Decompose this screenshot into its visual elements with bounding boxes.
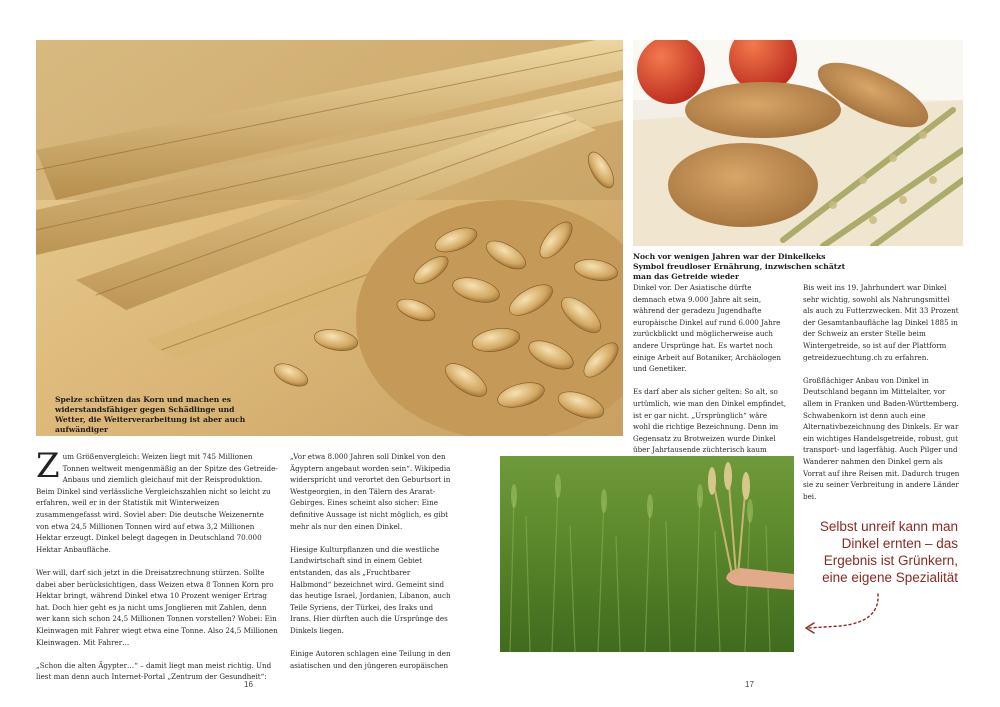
right-column-1 [633,282,786,479]
page-number-left: 16 [244,680,253,689]
pull-quote-line: Ergebnis ist Grünkern, [823,553,958,568]
paragraph: Bis weit ins 19. Jahrhundert war Dinkel sehr wichtig, sowohl als Nahrungsmittel als auch zu Futterzwecken. Mit 33 Prozent der Gesamtanbaufläche lag Dinkel 1885 in der Schweiz an erster Stelle beim Wintergetreide, so ist auf der Plattform getreidezuechtung.ch zu erfahren. [803,283,959,362]
spelt-cookies-photo [633,40,963,246]
paragraph: „Vor etwa 8.000 Jahren soll Dinkel von den Ägyptern angebaut worden sein“. Wikipedia widerspricht und verortet den Geburtsort in Westgeorgien, in den Tälern des Ararat-Gebirges. Eines scheint also sicher: Eine definitive Aussage ist nicht möglich, es gibt mehr als nur den einen Dinkel. [290,452,451,531]
pull-quote [786,518,958,586]
paragraph: Einige Autoren schlagen eine Teilung in den asiatischen und den jüngeren europäischen [290,649,451,670]
paragraph: „Schon die alten Ägypter…“ – damit liegt man meist richtig. Und liest man denn auch Internet-Portal „Zentrum der Gesundheit“: [36,660,272,682]
left-column-1 [36,446,278,694]
pull-quote-line: Selbst unreif kann man [819,519,958,534]
paragraph: Es darf aber als sicher gelten: So alt, so urtümlich, wie man den Dinkel empfindet, ist er gar nicht. „Ursprünglich“ wäre wohl die richtige Bezeichnung. Denn im Gegensatz zu Brotweizen wurde Dinkel über Jahrtausende züchterisch kaum [633,387,786,455]
dropcap: Z [36,446,60,486]
paragraph: Wer will, darf sich jetzt in die Dreisatzrechnung stürzen. Sollte dabei aber berücksichtigen, dass Weizen etwa 8 Tonnen Korn pro Hektar bringt, während Dinkel etwa 10 Prozent weniger Ertrag hat. Doch hier geht es ja nicht ums Jonglieren mit Zahlen, denn wer kann sich schon 24,5 Millionen Tonnen vorstellen? Wobei: Ein Kleinwagen mit Fahrer wiegt etwa eine Tonne. Also 24,5 Millionen Kleinwagen. Mit Fahrer… [36,567,278,647]
pull-quote-line: eine eigene Spezialität [822,570,958,585]
page-number-right: 17 [745,680,754,689]
pull-quote-line: Dinkel ernten – das [841,536,958,551]
green-spelt-field-photo [500,456,794,652]
left-column-2 [290,451,452,683]
paragraph: Dinkel vor. Der Asiatische dürfte demnach etwa 9.000 Jahre alt sein, während der geradezu Jugendhafte europäische Dinkel auf rund 6.000 Jahre zurückblickt und möglicherweise auch andere Ursprünge hat. Es wartet noch einige Arbeit auf Botaniker, Archäologen und Genetiker. [633,283,781,374]
paragraph: Hiesige Kulturpflanzen und die westliche Landwirtschaft sind in einem Gebiet entstanden, das als „Fruchtbarer Halbmond“ bezeichnet wird. Gemeint sind das heutige Israel, Jordanien, Libanon, auch Teile Syriens, der Türkei, des Iraks und Irans. Hier dürften auch die Ursprünge des Dinkels liegen. [290,544,451,635]
caption-grains: Spelze schützen das Korn und machen es widerstandsfähiger gegen Schädlinge und Wetter, die Weiterverarbeitung ist aber auch aufwändiger [55,395,246,434]
spelt-grains-photo [36,40,623,436]
paragraph: Großflächiger Anbau von Dinkel in Deutschland begann im Mittelalter, vor allem in Franken und Baden-Württemberg. Schwabenkorn ist denn auch eine Alternativbezeichnung des Dinkels. Er war ein wichtiges Handelsgetreide, robust, gut transport- und lagerfähig. Auch Pilger und Wanderer nahmen den Dinkel gern als Vorrat auf ihre Reisen mit. Dadurch trugen sie zu seiner Verbreitung in andere Länder bei. [803,375,960,501]
paragraph: um Größenvergleich: Weizen liegt mit 745 Millionen Tonnen weltweit mengenmäßig an der Spitze des Getreide-Anbaus und ziemlich gleichauf mit der Reisproduktion. Beim Dinkel sind verlässliche Vergleichszahlen nicht so leicht zu erfahren, weil er in der Statistik mit Winterweizen zusammengefasst wird. Soviel aber: Die deutsche Weizenernte von etwa 24,5 Millionen Tonnen wird auf etwa 3,2 Millionen Hektar erzeugt. Dinkel belegt dagegen in Deutschland 70.000 Hektar Anbaufläche. [36,452,278,554]
dotted-arrow-icon [800,590,890,638]
caption-cookies: Noch vor wenigen Jahren war der Dinkelkeks Symbol freudloser Ernährung, inzwischen schätzt man das Getreide wieder [633,252,846,281]
right-column-2 [803,282,961,514]
